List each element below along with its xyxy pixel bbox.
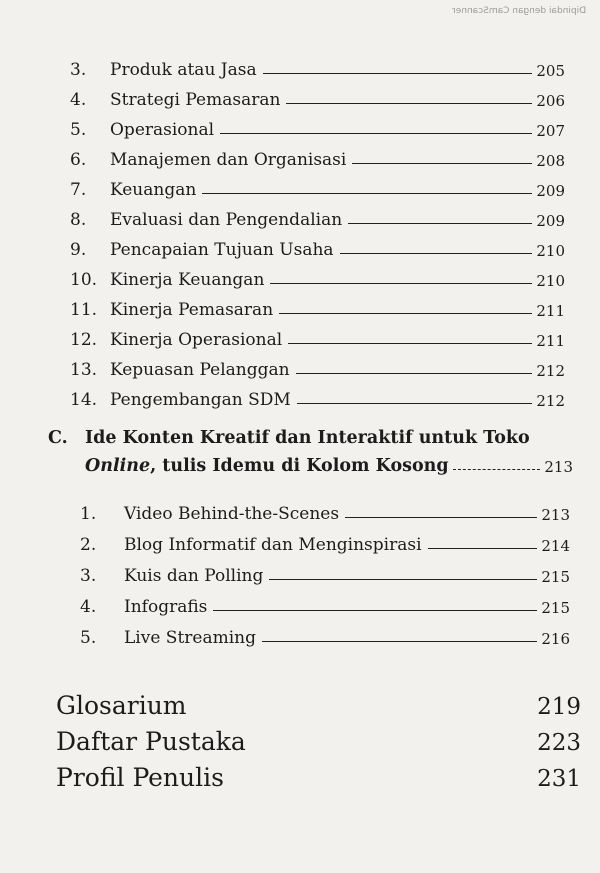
toc-title: Kinerja Pemasaran [110,300,274,320]
toc-title: Blog Informatif dan Menginspirasi [124,535,422,555]
toc-page: 212 [536,362,565,380]
toc-title: Video Behind-the-Scenes [124,504,340,524]
toc-number: 2. [80,535,97,555]
toc-title: Strategi Pemasaran [110,90,281,110]
toc-row [70,292,565,320]
toc-page: 215 [541,599,570,617]
toc-number: 10. [70,270,98,290]
toc-number: 6. [70,150,87,170]
toc-page: 210 [536,272,565,290]
toc-row [70,172,565,200]
leader-line [348,223,532,224]
toc-row [70,202,565,230]
section-title-line1: Ide Konten Kreatif dan Interaktif untuk Toko [85,428,530,448]
toc-number: 12. [70,330,98,350]
toc-title: Keuangan [110,180,197,200]
toc-title: Pencapaian Tujuan Usaha [110,240,334,260]
toc-title: Live Streaming [124,628,256,648]
toc-page: 209 [536,212,565,230]
toc-page: 215 [541,568,570,586]
dashed-leader [453,469,541,470]
toc-row [70,322,565,350]
end-matter-row [56,720,581,756]
toc-page: 206 [536,92,565,110]
end-title: Profil Penulis [56,763,224,792]
toc-title: Produk atau Jasa [110,60,257,80]
toc-number: 4. [70,90,87,110]
toc-page: 212 [536,392,565,410]
sub-toc-row [80,496,570,524]
toc-row [70,352,565,380]
toc-number: 5. [80,628,97,648]
toc-page: 216 [541,630,570,648]
toc-row [70,52,565,80]
section-title-line2-text [85,456,449,476]
section-c-heading [48,428,573,486]
sub-toc-row [80,558,570,586]
leader-line [352,163,532,164]
leader-line [269,579,537,580]
end-title: Daftar Pustaka [56,727,246,756]
leader-line [279,313,532,314]
toc-title: Operasional [110,120,215,140]
toc-row [70,232,565,260]
toc-row [70,112,565,140]
leader-line [297,403,533,404]
end-page: 219 [537,694,581,720]
toc-title: Manajemen dan Organisasi [110,150,347,170]
scanner-watermark: Dipindai dengan CamScanner [451,6,586,16]
toc-page: 210 [536,242,565,260]
toc-number: 14. [70,390,98,410]
section-letter: C. [48,428,68,448]
toc-page: 213 [541,506,570,524]
sub-toc-row [80,620,570,648]
toc-number: 1. [80,504,97,524]
toc-page: 208 [536,152,565,170]
toc-number: 9. [70,240,87,260]
toc-title: Kinerja Operasional [110,330,283,350]
sub-toc-row [80,527,570,555]
toc-page: 205 [536,62,565,80]
leader-line [202,193,532,194]
toc-title: Pengembangan SDM [110,390,291,410]
toc-row [70,82,565,110]
leader-line [270,283,532,284]
toc-row [70,142,565,170]
toc-title: Infografis [124,597,208,617]
toc-number: 5. [70,120,87,140]
section-title-italic: Online [85,456,151,476]
toc-number: 8. [70,210,87,230]
end-page: 223 [537,730,581,756]
toc-number: 11. [70,300,98,320]
end-matter-row [56,684,581,720]
leader-line [262,641,537,642]
section-title-line2 [85,456,573,476]
leader-line [288,343,532,344]
leader-line [213,610,537,611]
toc-row [70,382,565,410]
toc-page: 214 [541,537,570,555]
toc-number: 13. [70,360,98,380]
leader-line [345,517,537,518]
toc-page: 207 [536,122,565,140]
end-matter-row [56,756,581,792]
sub-toc-row [80,589,570,617]
toc-page: 211 [536,332,565,350]
end-title: Glosarium [56,691,187,720]
toc-title: Kinerja Keuangan [110,270,265,290]
toc-number: 3. [80,566,97,586]
toc-page: 209 [536,182,565,200]
leader-line [263,73,533,74]
leader-line [220,133,532,134]
leader-line [296,373,533,374]
leader-line [340,253,533,254]
toc-number: 7. [70,180,87,200]
section-page: 213 [544,458,573,476]
toc-title: Evaluasi dan Pengendalian [110,210,343,230]
end-page: 231 [537,766,581,792]
toc-row [70,262,565,290]
toc-title: Kuis dan Polling [124,566,264,586]
toc-page: 211 [536,302,565,320]
toc-number: 4. [80,597,97,617]
leader-line [286,103,532,104]
toc-number: 3. [70,60,87,80]
leader-line [428,548,538,549]
section-title-rest: , tulis Idemu di Kolom Kosong [150,456,449,476]
toc-title: Kepuasan Pelanggan [110,360,290,380]
